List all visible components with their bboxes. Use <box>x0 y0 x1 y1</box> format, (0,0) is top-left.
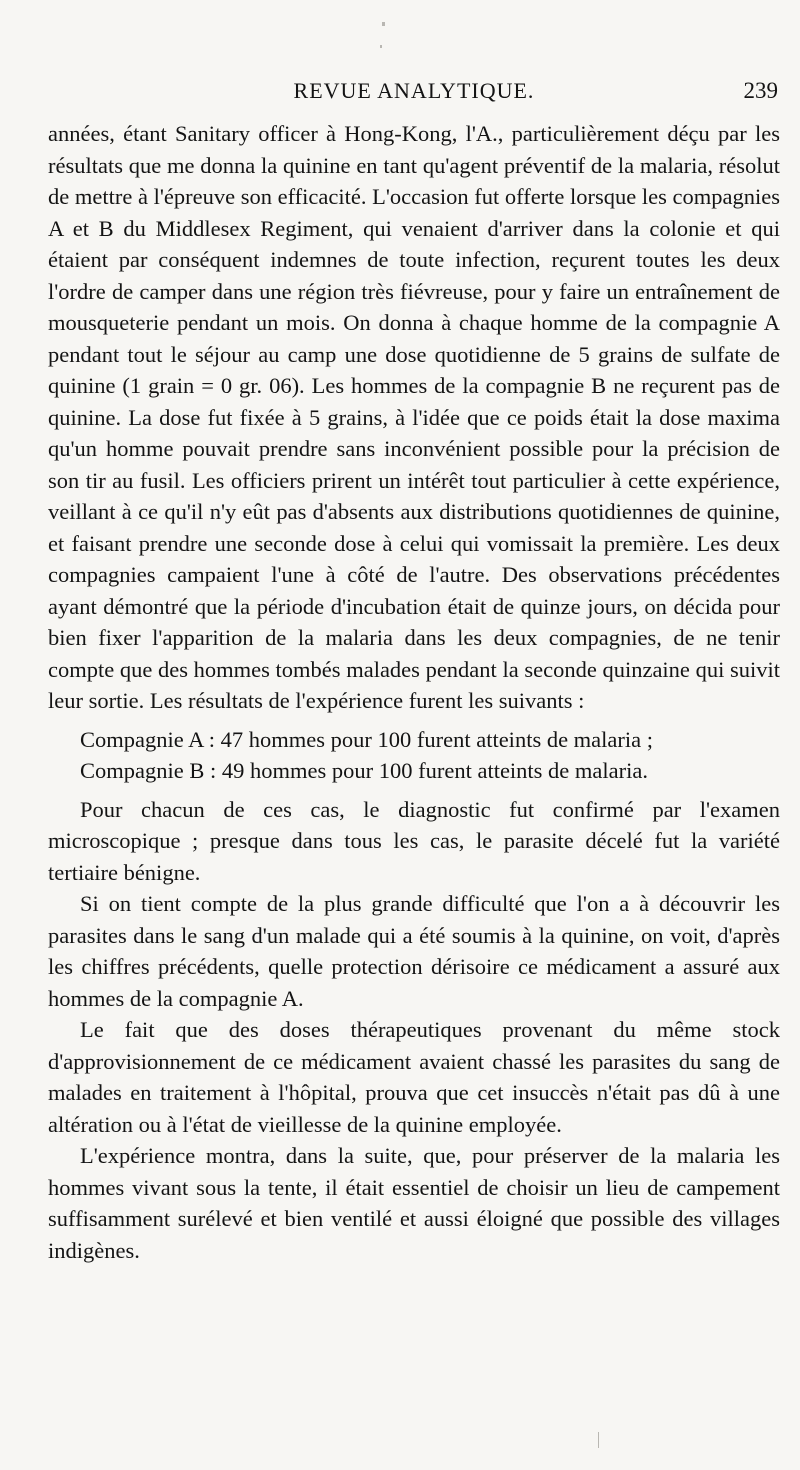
paragraph-experiment: années, étant Sanitary officer à Hong-Kong, l'A., particulièrement déçu par les résultats que me donna la quinine en tant qu'agent préventif de la malaria, résolut de mettre à l'épreuve son efficacité. L'occasion fut offerte lorsque les compagnies A et B du Middlesex Regiment, qui venaient d'arriver dans la colonie et qui étaient par conséquent indemnes de toute infection, reçurent toutes les deux l'ordre de camper dans une région très fiévreuse, pour y faire un entraînement de mousqueterie pendant un mois. On donna à chaque homme de la compagnie A pendant tout le séjour au camp une dose quotidienne de 5 grains de sulfate de quinine (1 grain = 0 gr. 06). Les hommes de la compagnie B ne reçurent pas de quinine. La dose fut fixée à 5 grains, à l'idée que ce poids était la dose maxima qu'un homme pouvait prendre sans inconvénient possible pour la précision de son tir au fusil. Les officiers prirent un intérêt tout particulier à cette expérience, veillant à ce qu'il n'y eût pas d'absents aux distributions quotidiennes de quinine, et faisant prendre une seconde dose à celui qui vomissait la première. Les deux compagnies campaient l'une à côté de l'autre. Des observations précédentes ayant démontré que la période d'incubation était de quinze jours, on décida pour bien fixer l'apparition de la malaria dans les deux compagnies, de ne tenir compte que des hommes tombés malades pendant la seconde quinzaine qui suivit leur sortie. Les résultats de l'expérience furent les suivants : <box>48 121 780 713</box>
page-speck <box>380 45 382 48</box>
results-list <box>80 724 780 787</box>
running-title: REVUE ANALYTIQUE. <box>293 78 535 103</box>
page-speck <box>382 22 385 26</box>
paragraph-diagnosis: Pour chacun de ces cas, le diagnostic fut confirmé par l'examen microscopique ; presque dans tous les cas, le parasite décelé fut la variété tertiaire bénigne. <box>48 796 780 885</box>
page-header <box>48 78 780 108</box>
result-company-b: Compagnie B : 49 hommes pour 100 furent atteints de malaria. <box>80 758 649 783</box>
page-number: 239 <box>743 78 778 103</box>
paragraph-therapeutic-doses: Le fait que des doses thérapeutiques provenant du même stock d'approvisionnement de ce médicament avaient chassé les parasites du sang de malades en traitement à l'hôpital, prouva que cet insuccès n'était pas dû à une altération ou à l'état de vieillesse de la quinine employée. <box>48 1017 780 1137</box>
article-body <box>48 118 780 1266</box>
paragraph-protection: Si on tient compte de la plus grande difficulté que l'on a à découvrir les parasites dans le sang d'un malade qui a été soumis à la quinine, on voit, d'après les chiffres précédents, quelle protection dérisoire ce médicament a assuré aux hommes de la compagnie A. <box>48 891 780 1011</box>
paragraph-conclusion: L'expérience montra, dans la suite, que, pour préserver de la malaria les hommes vivant sous la tente, il était essentiel de choisir un lieu de campement suffisamment surélevé et bien ventilé et aussi éloigné que possible des villages indigènes. <box>48 1143 780 1263</box>
page-speck <box>598 1432 599 1448</box>
result-company-a: Compagnie A : 47 hommes pour 100 furent atteints de malaria ; <box>80 726 654 752</box>
